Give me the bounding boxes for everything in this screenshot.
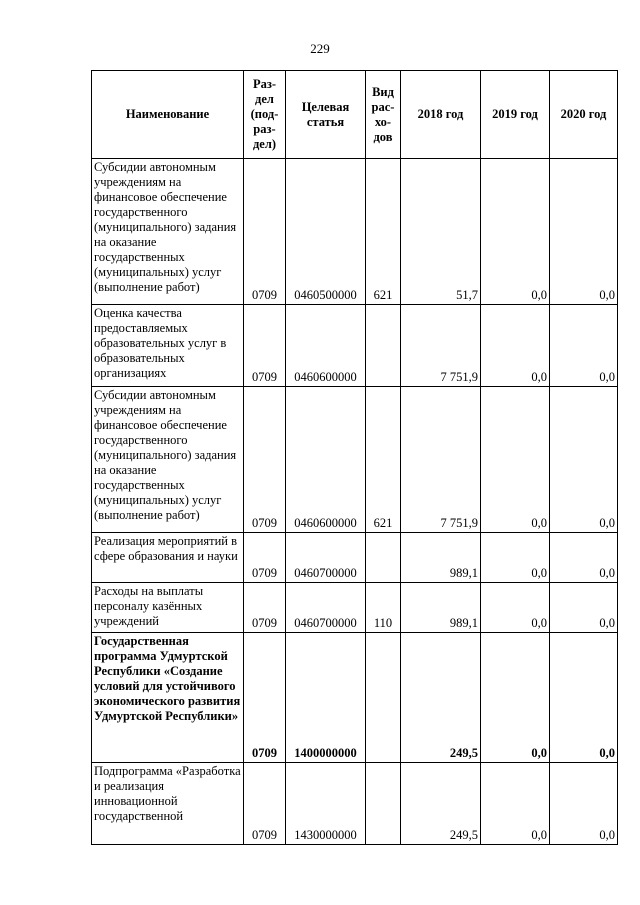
row-target: 0460500000 [286, 159, 366, 305]
page-number: 229 [310, 41, 330, 56]
row-name: Субсидии автономным учреждениям на финансовое обеспечение государственного (муниципального) задания на оказание государственных (муниципальных) услуг (выполнение работ) [92, 159, 244, 305]
row-target: 1400000000 [286, 633, 366, 763]
header-row [92, 71, 618, 159]
row-2018: 989,1 [401, 583, 481, 633]
header-section: Раз-дел (под-раз-дел) [244, 71, 286, 159]
row-expense-type [366, 533, 401, 583]
table-row [92, 305, 618, 387]
row-expense-type [366, 305, 401, 387]
row-2019: 0,0 [481, 633, 550, 763]
table-row [92, 533, 618, 583]
row-name: Подпрограмма «Разработка и реализация инновационной государственной [92, 763, 244, 845]
row-target: 0460700000 [286, 533, 366, 583]
row-section: 0709 [244, 633, 286, 763]
table-row [92, 387, 618, 533]
header-2018: 2018 год [401, 71, 481, 159]
row-section: 0709 [244, 583, 286, 633]
row-2020: 0,0 [550, 159, 618, 305]
row-2019: 0,0 [481, 763, 550, 845]
header-2020: 2020 год [550, 71, 618, 159]
row-section: 0709 [244, 387, 286, 533]
row-2020: 0,0 [550, 763, 618, 845]
row-2018: 51,7 [401, 159, 481, 305]
row-2020: 0,0 [550, 583, 618, 633]
row-name: Оценка качества предоставляемых образовательных услуг в образовательных организациях [92, 305, 244, 387]
row-name: Расходы на выплаты персоналу казённых учреждений [92, 583, 244, 633]
row-expense-type [366, 633, 401, 763]
row-name: Субсидии автономным учреждениям на финансовое обеспечение государственного (муниципального) задания на оказание государственных (муниципальных) услуг (выполнение работ) [92, 387, 244, 533]
row-section: 0709 [244, 533, 286, 583]
row-2018: 7 751,9 [401, 305, 481, 387]
row-expense-type: 621 [366, 387, 401, 533]
row-name: Реализация мероприятий в сфере образования и науки [92, 533, 244, 583]
row-2018: 989,1 [401, 533, 481, 583]
budget-table [91, 70, 618, 845]
row-target: 1430000000 [286, 763, 366, 845]
row-section: 0709 [244, 763, 286, 845]
row-2018: 249,5 [401, 633, 481, 763]
row-2020: 0,0 [550, 305, 618, 387]
row-2020: 0,0 [550, 533, 618, 583]
header-name: Наименование [92, 71, 244, 159]
row-section: 0709 [244, 305, 286, 387]
row-target: 0460600000 [286, 387, 366, 533]
row-2020: 0,0 [550, 633, 618, 763]
row-expense-type: 621 [366, 159, 401, 305]
row-expense-type: 110 [366, 583, 401, 633]
row-target: 0460600000 [286, 305, 366, 387]
header-target: Целевая статья [286, 71, 366, 159]
row-2019: 0,0 [481, 533, 550, 583]
row-target: 0460700000 [286, 583, 366, 633]
row-2019: 0,0 [481, 583, 550, 633]
row-2018: 249,5 [401, 763, 481, 845]
row-2019: 0,0 [481, 305, 550, 387]
table-row [92, 763, 618, 845]
row-2019: 0,0 [481, 159, 550, 305]
row-name: Государственная программа Удмуртской Республики «Создание условий для устойчивого экономического развития Удмуртской Республики» [92, 633, 244, 763]
header-expense-type: Вид рас-хо-дов [366, 71, 401, 159]
row-section: 0709 [244, 159, 286, 305]
row-expense-type [366, 763, 401, 845]
table-row [92, 633, 618, 763]
row-2020: 0,0 [550, 387, 618, 533]
row-2019: 0,0 [481, 387, 550, 533]
header-2019: 2019 год [481, 71, 550, 159]
row-2018: 7 751,9 [401, 387, 481, 533]
table-row [92, 583, 618, 633]
table-row [92, 159, 618, 305]
